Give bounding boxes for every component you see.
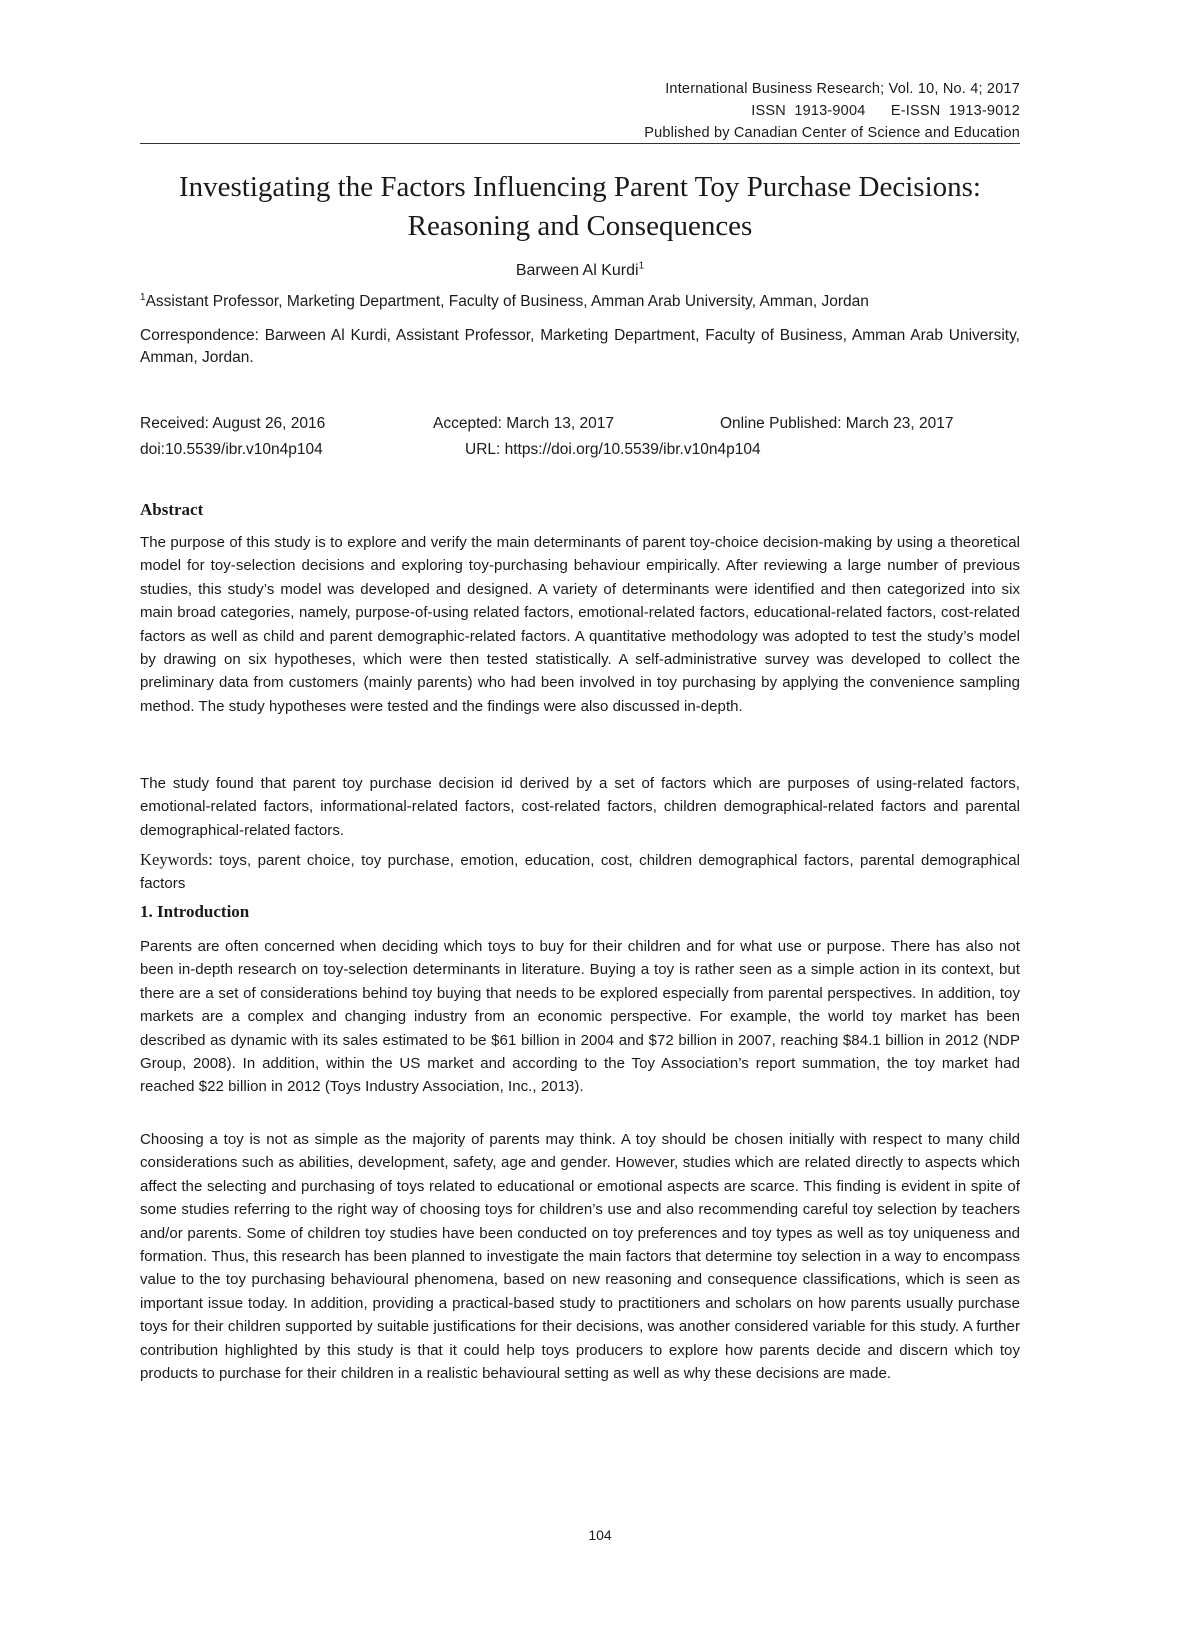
introduction-paragraph-2: Choosing a toy is not as simple as the majority of parents may think. A toy should be chosen initially with respect to many child considerations such as abilities, development, safety, age and gender. However, studies which are related directly to aspects which affect the selecting and purchasing of toys related to educational or emotional aspects are scarce. This finding is evident in spite of some studies referring to the right way of choosing toys for children’s use and also recommending careful toy selection by teachers and/or parents. Some of children toy studies have been conducted on toy preferences and toy types as well as toy uniqueness and formation. Thus, this research has been planned to investigate the main factors that determine toy selection in a way to encompass value to the toy purchasing behavioural phenomena, based on new reasoning and consequence classifications, which is seen as important issue today. In addition, providing a practical-based study to practitioners and scholars on how parents usually purchase toys for their children supported by suitable justifications for their decisions, was another considered variable for this study. A further contribution highlighted by this study is that it could help toys producers to explore how parents decide and discern which toy products to purchase for their children in a realistic behavioural setting as well as why these decisions are made. — [140, 1131, 1020, 1383]
url-link[interactable]: URL: https://doi.org/10.5539/ibr.v10n4p104 — [465, 441, 761, 458]
author-name: Barween Al Kurdi — [515, 262, 639, 279]
paper-title-line-1: Investigating the Factors Influencing Parent Toy Purchase Decisions: — [178, 171, 981, 203]
doi-link[interactable]: doi:10.5539/ibr.v10n4p104 — [140, 441, 323, 458]
journal-header — [644, 78, 1020, 144]
accepted-date: Accepted: March 13, 2017 — [433, 415, 614, 432]
affiliation-marker: 1 — [140, 291, 146, 303]
journal-citation: International Business Research; Vol. 10, No. 4; 2017 — [665, 81, 1020, 97]
author-affiliation-marker: 1 — [638, 260, 645, 272]
introduction-heading: 1. Introduction — [140, 902, 250, 921]
page-number: 104 — [588, 1527, 612, 1543]
author-line — [140, 262, 1020, 280]
abstract-paragraph-2: The study found that parent toy purchase decision id derived by a set of factors which are purposes of using-related factors, emotional-related factors, informational-related factors, cost-related factors, children demographical-related factors and parental demographical-related factors. — [140, 775, 1020, 839]
correspondence: Correspondence: Barween Al Kurdi, Assistant Professor, Marketing Department, Faculty of Business, Amman Arab University, Amman, Jordan. — [140, 327, 1020, 366]
journal-publisher: Published by Canadian Center of Science and Education — [644, 125, 1020, 141]
received-date: Received: August 26, 2016 — [140, 415, 326, 432]
keywords-label: Keywords: — [140, 850, 213, 869]
abstract-heading: Abstract — [140, 500, 204, 519]
paper-title — [140, 168, 1020, 246]
paper-title-line-2: Reasoning and Consequences — [407, 210, 753, 242]
affiliation-text: Assistant Professor, Marketing Department, Faculty of Business, Amman Arab University, Amman, Jordan — [145, 293, 869, 310]
journal-issn: ISSN 1913-9004 E-ISSN 1913-9012 — [751, 103, 1020, 119]
header-divider — [140, 143, 1020, 144]
keywords — [140, 848, 1020, 896]
keywords-text: toys, parent choice, toy purchase, emotion, education, cost, children demographical factors, parental demographical factors — [140, 852, 1020, 893]
affiliation — [140, 293, 1020, 311]
online-published-date: Online Published: March 23, 2017 — [720, 415, 954, 432]
introduction-paragraph-1: Parents are often concerned when deciding which toys to buy for their children and for what use or purpose. There has also not been in-depth research on toy-selection determinants in literature. Buying a toy is rather seen as a simple action in its context, but there are a set of considerations behind toy buying that needs to be explored especially from parental perspectives. In addition, toy markets are a complex and changing industry from an economic perspective. For example, the world toy market has been described as dynamic with its sales estimated to be $61 billion in 2004 and $72 billion in 2007, reaching $84.1 billion in 2012 (NDP Group, 2008). In addition, within the US market and according to the Toy Association’s report summation, the toy market had reached $22 billion in 2012 (Toys Industry Association, Inc., 2013). — [140, 938, 1020, 1096]
abstract-paragraph-1: The purpose of this study is to explore and verify the main determinants of parent toy-choice decision-making by using a theoretical model for toy-selection decisions and exploring toy-purchasing behaviour empirically. After reviewing a large number of previous studies, this study’s model was developed and designed. A variety of determinants were identified and then categorized into six main broad categories, namely, purpose-of-using related factors, emotional-related factors, educational-related factors, cost-related factors as well as child and parent demographic-related factors. A quantitative methodology was adopted to test the study’s model by drawing on six hypotheses, which were then tested statistically. A self-administrative survey was developed to collect the preliminary data from customers (mainly parents) who had been involved in toy purchasing by applying the convenience sampling method. The study hypotheses were tested and the findings were also discussed in-depth. — [140, 534, 1020, 715]
